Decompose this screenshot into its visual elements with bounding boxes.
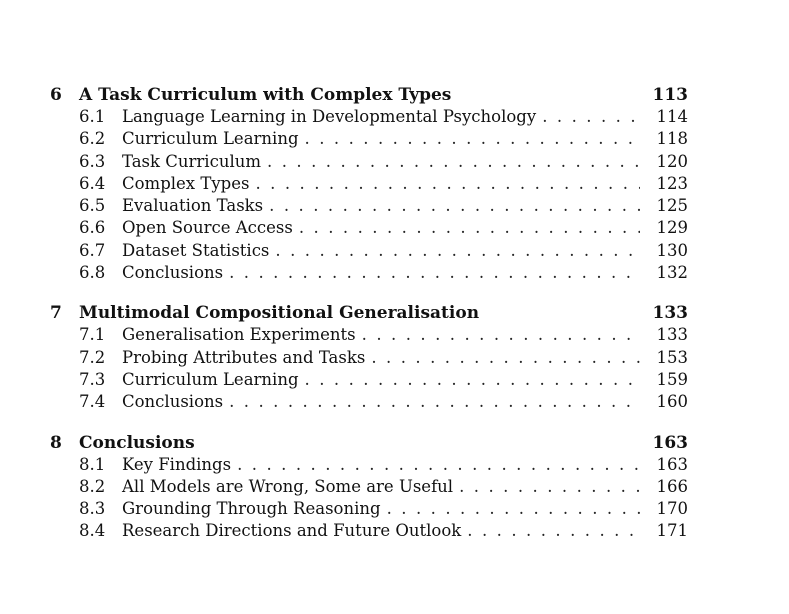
dot-leader xyxy=(299,217,640,239)
chapter-number: 7 xyxy=(50,303,62,324)
dot-leader xyxy=(542,106,640,128)
toc-entry[interactable] xyxy=(50,391,688,413)
section-page-number: 118 xyxy=(656,129,688,149)
section-page-number: 171 xyxy=(656,521,688,541)
toc-entry[interactable] xyxy=(50,173,688,195)
section-number: 6.4 xyxy=(79,173,106,193)
section-title: Open Source Access xyxy=(122,218,293,238)
table-of-contents xyxy=(50,84,688,561)
dot-leader xyxy=(229,262,640,284)
section-number: 7.2 xyxy=(79,347,106,367)
section-number: 8.4 xyxy=(79,521,106,541)
section-number: 6.7 xyxy=(79,240,106,260)
section-number: 6.8 xyxy=(79,263,106,283)
section-number: 6.2 xyxy=(79,129,106,149)
section-page-number: 170 xyxy=(656,499,688,519)
chapter-title: Conclusions xyxy=(79,432,195,453)
section-page-number: 125 xyxy=(656,196,688,216)
dot-leader xyxy=(229,391,640,413)
section-title: Grounding Through Reasoning xyxy=(122,499,381,519)
toc-entry[interactable] xyxy=(50,195,688,217)
section-title: Language Learning in Developmental Psychology xyxy=(122,107,537,126)
dot-leader xyxy=(371,347,640,369)
chapter-number: 6 xyxy=(50,85,62,105)
toc-entry[interactable] xyxy=(50,520,688,542)
section-number: 7.1 xyxy=(79,325,106,345)
dot-leader xyxy=(387,498,640,520)
section-number: 7.3 xyxy=(79,369,106,389)
section-number: 8.3 xyxy=(79,499,106,519)
section-page-number: 132 xyxy=(656,263,688,283)
section-title: Curriculum Learning xyxy=(122,369,299,389)
dot-leader xyxy=(267,151,640,173)
section-page-number: 120 xyxy=(656,151,688,171)
section-page-number: 159 xyxy=(656,369,688,389)
dot-leader xyxy=(305,369,640,391)
toc-entry[interactable] xyxy=(50,217,688,239)
dot-leader xyxy=(467,520,640,542)
section-page-number: 166 xyxy=(656,476,688,496)
section-page-number: 130 xyxy=(656,240,688,260)
section-number: 7.4 xyxy=(79,392,106,412)
section-page-number: 133 xyxy=(656,325,688,345)
section-title: Generalisation Experiments xyxy=(122,325,356,345)
toc-entry[interactable] xyxy=(50,262,688,284)
section-page-number: 163 xyxy=(656,454,688,474)
section-title: Key Findings xyxy=(122,454,232,474)
chapter-page-number: 163 xyxy=(652,432,688,453)
chapter-8 xyxy=(50,432,688,543)
dot-leader xyxy=(459,476,640,498)
chapter-number: 8 xyxy=(50,432,62,453)
section-title: Probing Attributes and Tasks xyxy=(122,347,366,367)
section-number: 6.1 xyxy=(79,107,106,126)
toc-entry[interactable] xyxy=(50,106,688,128)
toc-entry[interactable] xyxy=(50,369,688,391)
toc-entry[interactable] xyxy=(50,151,688,173)
chapter-7 xyxy=(50,302,688,413)
section-title: Research Directions and Future Outlook xyxy=(122,521,462,541)
toc-entry[interactable] xyxy=(50,128,688,150)
dot-leader xyxy=(269,195,640,217)
section-number: 6.3 xyxy=(79,151,106,171)
section-page-number: 153 xyxy=(656,347,688,367)
toc-entry[interactable] xyxy=(50,324,688,346)
section-page-number: 123 xyxy=(656,173,688,193)
section-title: Dataset Statistics xyxy=(122,240,270,260)
toc-entry[interactable] xyxy=(50,240,688,262)
section-number: 6.6 xyxy=(79,218,106,238)
chapter-title: Multimodal Compositional Generalisation xyxy=(79,303,480,324)
section-page-number: 114 xyxy=(656,107,688,126)
dot-leader xyxy=(275,240,640,262)
section-title: Evaluation Tasks xyxy=(122,196,264,216)
dot-leader xyxy=(362,324,640,346)
chapter-page-number: 113 xyxy=(652,85,688,105)
section-number: 8.1 xyxy=(79,454,106,474)
chapter-heading[interactable] xyxy=(50,432,688,454)
section-title: Task Curriculum xyxy=(122,151,261,171)
section-number: 8.2 xyxy=(79,476,106,496)
section-title: All Models are Wrong, Some are Useful xyxy=(122,476,454,496)
dot-leader xyxy=(237,454,640,476)
section-page-number: 160 xyxy=(656,392,688,412)
section-title: Conclusions xyxy=(122,263,224,283)
toc-entry[interactable] xyxy=(50,476,688,498)
section-number: 6.5 xyxy=(79,196,106,216)
chapter-heading[interactable] xyxy=(50,302,688,324)
section-title: Curriculum Learning xyxy=(122,129,299,149)
toc-entry[interactable] xyxy=(50,454,688,476)
section-title: Complex Types xyxy=(122,173,250,193)
section-title: Conclusions xyxy=(122,392,224,412)
section-page-number: 129 xyxy=(656,218,688,238)
dot-leader xyxy=(305,128,640,150)
chapter-title: A Task Curriculum with Complex Types xyxy=(79,85,452,105)
toc-entry[interactable] xyxy=(50,347,688,369)
dot-leader xyxy=(255,173,640,195)
chapter-page-number: 133 xyxy=(652,303,688,324)
chapter-heading[interactable] xyxy=(50,84,688,106)
toc-entry[interactable] xyxy=(50,498,688,520)
chapter-6 xyxy=(50,84,688,284)
